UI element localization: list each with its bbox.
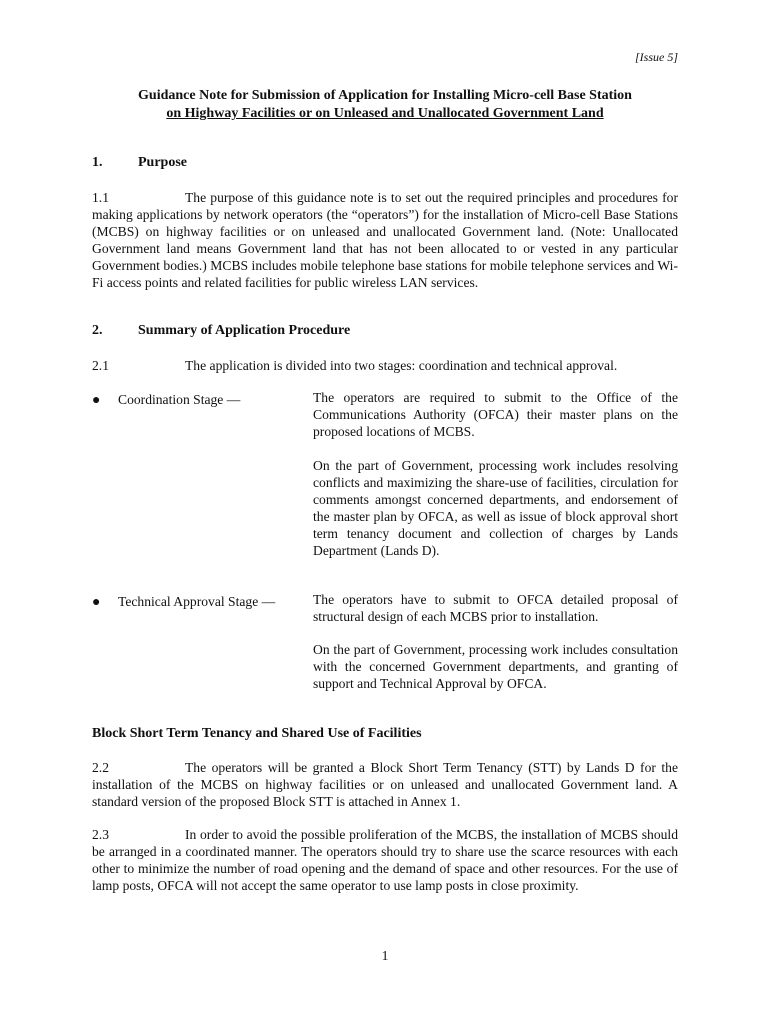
- technical-stage-para-2: On the part of Government, processing work includes consultation with the concerned Government departments, and granting of support and Technical Approval by OFCA.: [313, 642, 678, 691]
- paragraph-number: 2.3: [92, 827, 109, 842]
- document-title: [60, 87, 710, 123]
- bullet-dot-icon: ●: [92, 595, 101, 610]
- bullet-coordination-stage: [92, 391, 240, 409]
- section-2-heading: [92, 323, 350, 339]
- page-number: 1: [381, 948, 389, 963]
- paragraph-2-1: [92, 357, 678, 374]
- stage-label: Technical Approval Stage —: [118, 594, 276, 609]
- paragraph-1-1: [92, 189, 678, 291]
- paragraph-text: The purpose of this guidance note is to set out the required principles and procedures for making applications by network operators (the “operators”) for the installation of Micro-cell Base Stations (MCBS) on highway facilities or on unleased and unallocated Government land. (Note: Unallocated Government land means Government land that has not been allocated to or vested in any particular Government bodies.) MCBS includes mobile telephone base stations for mobile telephone services and Wi-Fi access points and related facilities for public wireless LAN services.: [92, 190, 678, 290]
- bullet-technical-approval-stage: [92, 593, 275, 611]
- paragraph-number: 2.2: [92, 760, 109, 775]
- section-number: 1.: [92, 155, 103, 170]
- bullet-dot-icon: ●: [92, 393, 101, 408]
- section-title: Summary of Application Procedure: [138, 323, 351, 338]
- paragraph-number: 1.1: [92, 190, 109, 205]
- paragraph-number: 2.1: [92, 358, 109, 373]
- paragraph-2-2: [92, 759, 678, 810]
- issue-label: [Issue 5]: [634, 50, 678, 64]
- paragraph-text: The application is divided into two stages: coordination and technical approval.: [185, 358, 618, 373]
- paragraph-text: The operators will be granted a Block Short Term Tenancy (STT) by Lands D for the installation of the MCBS on highway facilities or on unleased and unallocated Government land. A standard version of the proposed Block STT is attached in Annex 1.: [92, 760, 678, 809]
- title-line-1: Guidance Note for Submission of Application for Installing Micro-cell Base Station: [138, 88, 632, 103]
- section-title: Purpose: [138, 155, 187, 170]
- coordination-stage-para-1: The operators are required to submit to the Office of the Communications Authority (OFCA) their master plans on the proposed locations of MCBS.: [313, 390, 678, 439]
- paragraph-text: In order to avoid the possible proliferation of the MCBS, the installation of MCBS should be arranged in a coordinated manner. The operators should try to share use the scarce resources with each other to minimize the number of road opening and the demand of space and other resources. For the use of lamp posts, OFCA will not accept the same operator to use lamp posts in close proximity.: [92, 827, 678, 893]
- stage-label: Coordination Stage —: [118, 392, 241, 407]
- coordination-stage-para-2: On the part of Government, processing work includes resolving conflicts and maximizing the share-use of facilities, circulation for comments amongst concerned departments, and endorsement of the master plan by OFCA, as well as issue of block approval short term tenancy document and collection of charges by Lands Department (Lands D).: [313, 458, 678, 558]
- paragraph-2-3: [92, 826, 678, 894]
- technical-stage-para-1: The operators have to submit to OFCA detailed proposal of structural design of each MCBS prior to installation.: [313, 592, 678, 624]
- section-number: 2.: [92, 323, 103, 338]
- section-1-heading: [92, 155, 187, 171]
- block-stt-heading: Block Short Term Tenancy and Shared Use of Facilities: [92, 726, 422, 741]
- title-line-2: on Highway Facilities or on Unleased and Unallocated Government Land: [166, 106, 604, 121]
